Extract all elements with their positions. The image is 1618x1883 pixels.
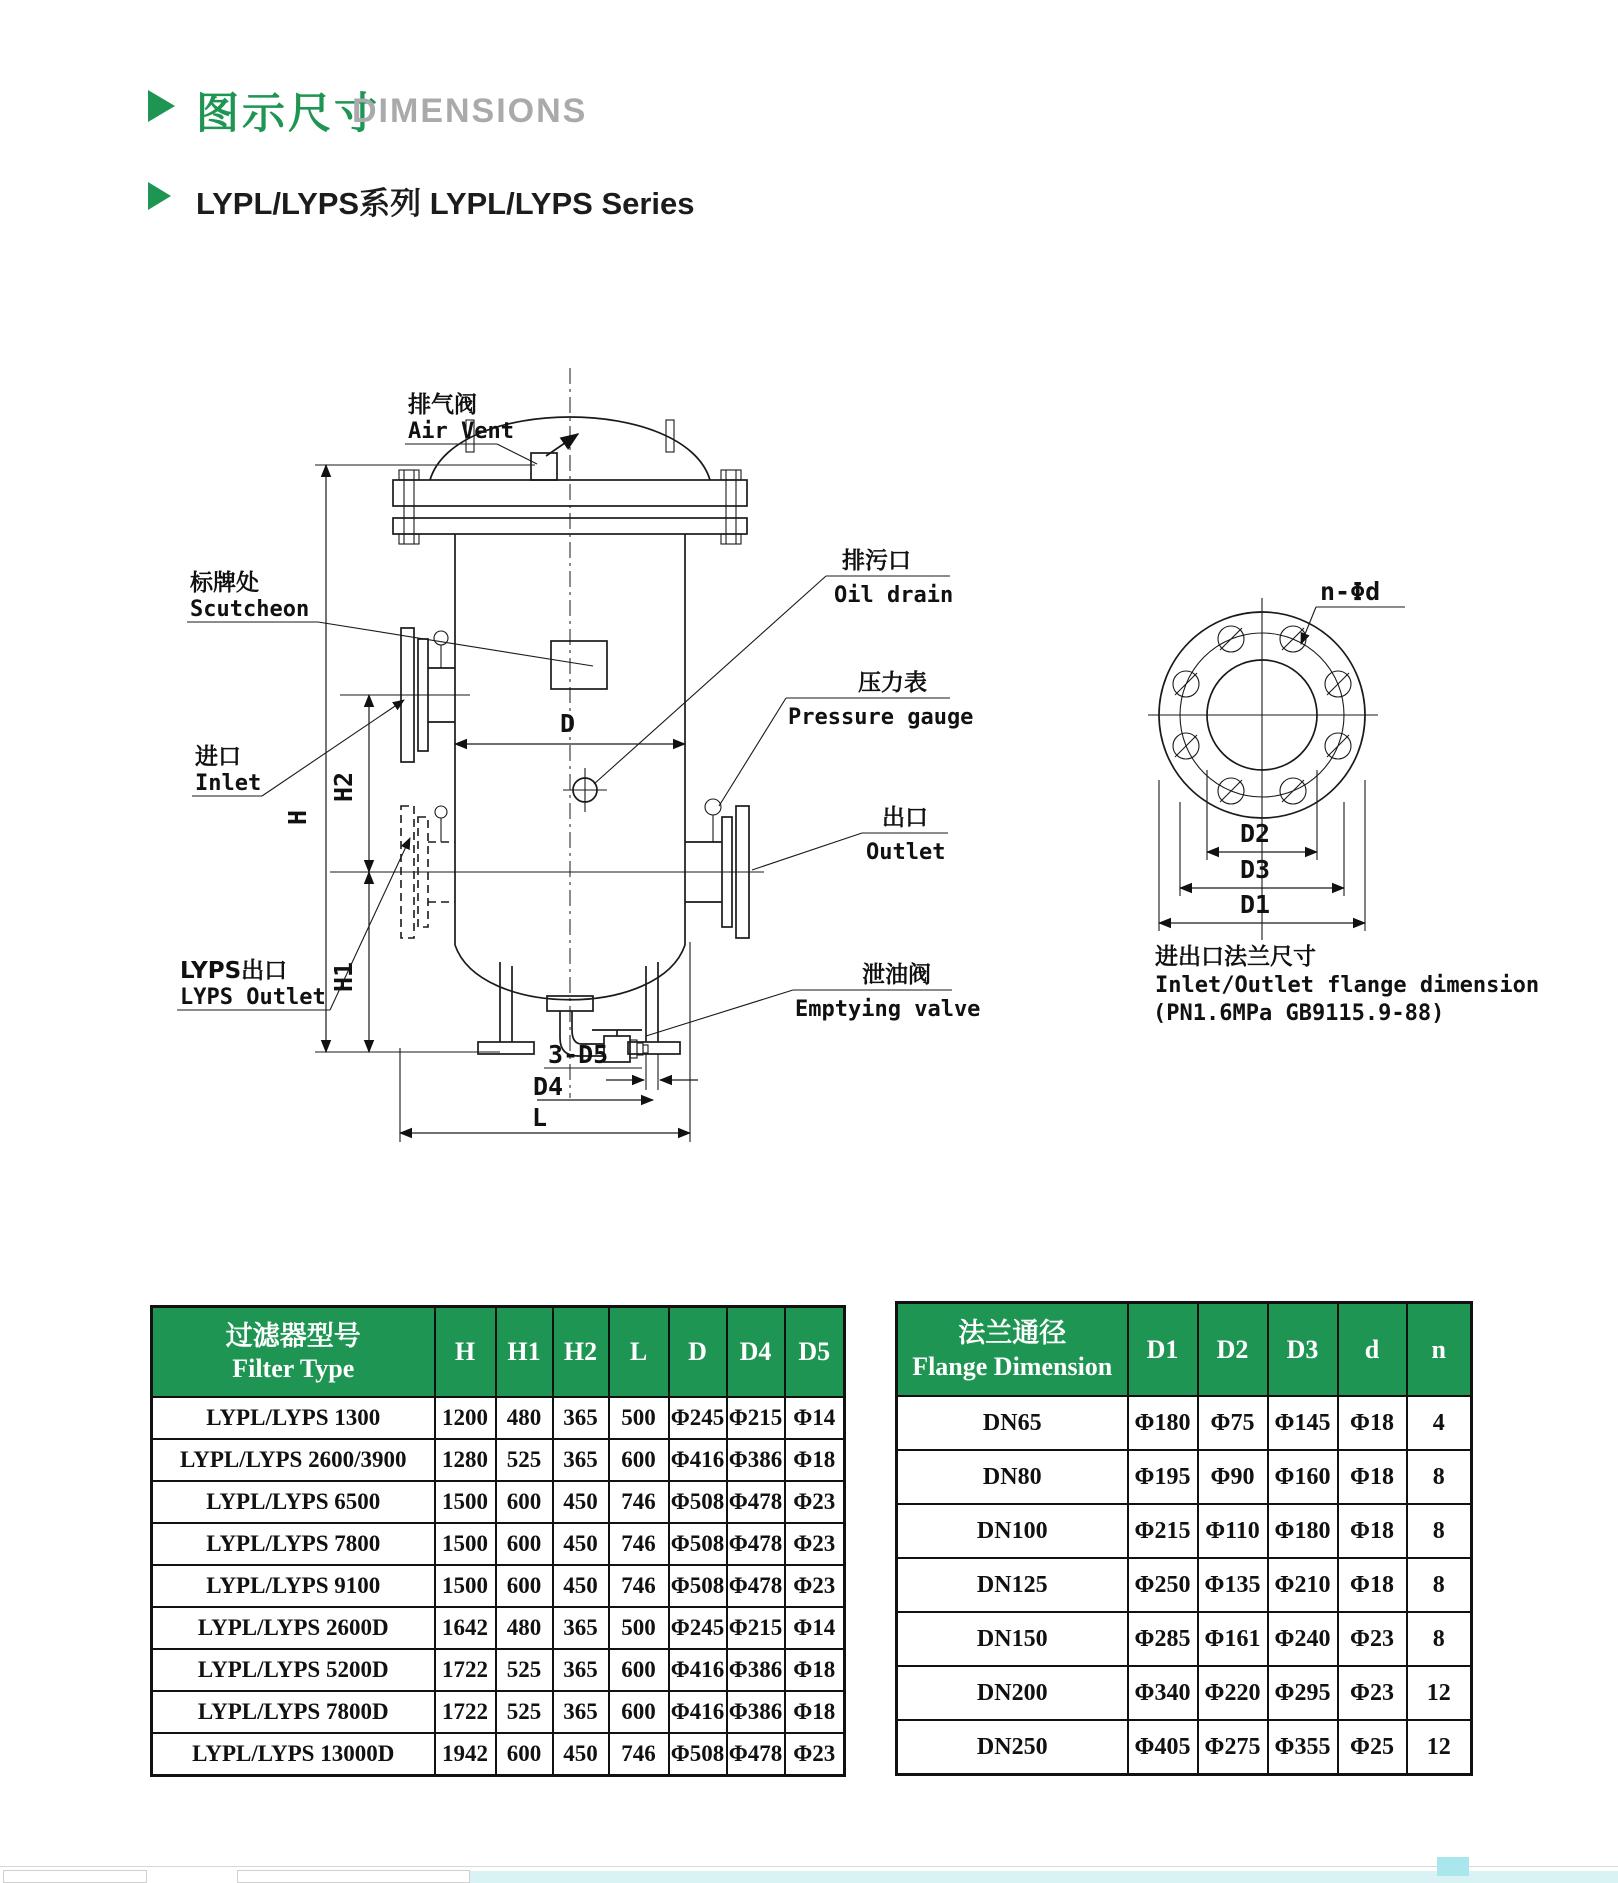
flange-view: [1148, 577, 1539, 1026]
value-cell: Φ135: [1198, 1558, 1268, 1612]
value-cell: 1642: [435, 1607, 496, 1649]
value-cell: Φ478: [727, 1481, 785, 1523]
row-label-cell: LYPL/LYPS 6500: [152, 1481, 435, 1523]
pressure-gauge-label-zh: 压力表: [858, 670, 927, 696]
value-cell: 525: [496, 1691, 553, 1733]
value-cell: Φ245: [669, 1607, 727, 1649]
value-cell: Φ23: [785, 1523, 845, 1565]
filter-type-header: 过滤器型号 Filter Type: [152, 1307, 435, 1398]
table-row: [897, 1666, 1472, 1720]
value-cell: 600: [609, 1439, 669, 1481]
value-cell: 450: [553, 1481, 609, 1523]
value-cell: Φ14: [785, 1397, 845, 1439]
value-cell: Φ478: [727, 1733, 785, 1776]
inlet-nozzle: [340, 628, 470, 762]
row-label-cell: LYPL/LYPS 7800: [152, 1523, 435, 1565]
col-D2: D2: [1198, 1303, 1268, 1397]
flange-dimension-header: 法兰通径 Flange Dimension: [897, 1303, 1128, 1397]
value-cell: 600: [496, 1523, 553, 1565]
flange-caption-zh: 进出口法兰尺寸: [1155, 944, 1316, 970]
value-cell: Φ180: [1128, 1396, 1198, 1450]
row-label-cell: LYPL/LYPS 2600D: [152, 1607, 435, 1649]
filter-type-table: [150, 1305, 846, 1777]
col-L: L: [609, 1307, 669, 1398]
table-row: [152, 1481, 845, 1523]
value-cell: Φ386: [727, 1439, 785, 1481]
value-cell: Φ355: [1268, 1720, 1338, 1775]
dim-3-D5: 3-D5: [548, 1040, 609, 1069]
value-cell: 4: [1407, 1396, 1472, 1450]
value-cell: 500: [609, 1607, 669, 1649]
value-cell: 1200: [435, 1397, 496, 1439]
value-cell: Φ295: [1268, 1666, 1338, 1720]
dim-D: D: [560, 709, 576, 738]
row-label-cell: DN65: [897, 1396, 1128, 1450]
value-cell: 1500: [435, 1565, 496, 1607]
filter-table-header-row: [152, 1307, 845, 1398]
col-D1: D1: [1128, 1303, 1198, 1397]
dim-H: H: [283, 809, 312, 825]
pressure-gauge-symbol: [705, 799, 721, 815]
value-cell: 450: [553, 1523, 609, 1565]
dim-D1: D1: [1240, 890, 1271, 919]
value-cell: Φ14: [785, 1607, 845, 1649]
col-D4: D4: [727, 1307, 785, 1398]
dimension-drawing: [0, 250, 1618, 1260]
value-cell: 12: [1407, 1666, 1472, 1720]
value-cell: 365: [553, 1397, 609, 1439]
table-row: [897, 1612, 1472, 1666]
dim-H2: H2: [329, 771, 358, 802]
footer-cyan-mark: [1437, 1857, 1469, 1876]
value-cell: 365: [553, 1607, 609, 1649]
footer-rule: [0, 1866, 1618, 1867]
row-label-cell: LYPL/LYPS 7800D: [152, 1691, 435, 1733]
dim-D2: D2: [1240, 819, 1271, 848]
inlet-label-zh: 进口: [195, 744, 241, 770]
value-cell: Φ90: [1198, 1450, 1268, 1504]
col-D3: D3: [1268, 1303, 1338, 1397]
value-cell: Φ215: [1128, 1504, 1198, 1558]
row-label-cell: DN200: [897, 1666, 1128, 1720]
table-row: [152, 1733, 845, 1776]
table-row: [897, 1504, 1472, 1558]
value-cell: 746: [609, 1523, 669, 1565]
value-cell: Φ215: [727, 1397, 785, 1439]
table-row: [897, 1450, 1472, 1504]
value-cell: Φ285: [1128, 1612, 1198, 1666]
value-cell: 600: [496, 1481, 553, 1523]
value-cell: Φ25: [1338, 1720, 1407, 1775]
scutcheon-label-zh: 标牌处: [190, 570, 259, 596]
value-cell: 8: [1407, 1450, 1472, 1504]
value-cell: Φ18: [1338, 1396, 1407, 1450]
value-cell: 365: [553, 1439, 609, 1481]
value-cell: Φ23: [1338, 1666, 1407, 1720]
series-arrow-icon: [148, 182, 174, 210]
value-cell: 450: [553, 1565, 609, 1607]
value-cell: 1280: [435, 1439, 496, 1481]
table-row: [152, 1397, 845, 1439]
value-cell: Φ160: [1268, 1450, 1338, 1504]
value-cell: 8: [1407, 1612, 1472, 1666]
flange-caption-en: Inlet/Outlet flange dimension: [1155, 973, 1540, 998]
table-row: [152, 1565, 845, 1607]
value-cell: 746: [609, 1733, 669, 1776]
value-cell: Φ161: [1198, 1612, 1268, 1666]
bolt-note-label: n-Φd: [1320, 577, 1381, 606]
value-cell: Φ18: [1338, 1504, 1407, 1558]
value-cell: Φ245: [669, 1397, 727, 1439]
value-cell: 450: [553, 1733, 609, 1776]
col-D5: D5: [785, 1307, 845, 1398]
footer-box-mid: [237, 1870, 470, 1883]
outlet-nozzle: [685, 799, 749, 938]
value-cell: 525: [496, 1439, 553, 1481]
value-cell: 12: [1407, 1720, 1472, 1775]
dimension-lines: [315, 465, 698, 1142]
value-cell: 1722: [435, 1649, 496, 1691]
lyps-outlet-label-en: LYPS Outlet: [180, 985, 326, 1010]
value-cell: Φ478: [727, 1523, 785, 1565]
value-cell: 600: [496, 1565, 553, 1607]
value-cell: Φ275: [1198, 1720, 1268, 1775]
outlet-label-zh: 出口: [882, 805, 928, 831]
value-cell: 525: [496, 1649, 553, 1691]
row-label-cell: LYPL/LYPS 13000D: [152, 1733, 435, 1776]
table-row: [152, 1523, 845, 1565]
value-cell: Φ180: [1268, 1504, 1338, 1558]
oil-drain-label-zh: 排污口: [842, 548, 911, 574]
emptying-valve-label-en: Emptying valve: [795, 997, 981, 1022]
value-cell: Φ195: [1128, 1450, 1198, 1504]
row-label-cell: LYPL/LYPS 9100: [152, 1565, 435, 1607]
value-cell: Φ386: [727, 1649, 785, 1691]
row-label-cell: DN80: [897, 1450, 1128, 1504]
value-cell: Φ508: [669, 1733, 727, 1776]
dim-D3: D3: [1240, 855, 1271, 884]
inlet-label-en: Inlet: [195, 771, 262, 796]
table-row: [152, 1691, 845, 1733]
lyps-outlet-label-zh: LYPS出口: [180, 958, 288, 984]
table-row: [152, 1649, 845, 1691]
value-cell: Φ23: [785, 1733, 845, 1776]
oil-drain-label-en: Oil drain: [834, 583, 954, 608]
table-row: [897, 1720, 1472, 1775]
outlet-label-en: Outlet: [866, 840, 946, 865]
col-D: D: [669, 1307, 727, 1398]
value-cell: Φ508: [669, 1523, 727, 1565]
table-row: [897, 1558, 1472, 1612]
section-title-zh: 图示尺寸: [196, 90, 380, 138]
value-cell: 480: [496, 1397, 553, 1439]
value-cell: Φ215: [727, 1607, 785, 1649]
scutcheon-plate: [551, 641, 607, 689]
value-cell: 746: [609, 1481, 669, 1523]
air-vent-label-zh: 排气阀: [408, 392, 477, 418]
value-cell: 1942: [435, 1733, 496, 1776]
value-cell: 600: [496, 1733, 553, 1776]
value-cell: 480: [496, 1607, 553, 1649]
value-cell: Φ145: [1268, 1396, 1338, 1450]
row-label-cell: LYPL/LYPS 5200D: [152, 1649, 435, 1691]
flange-caption-spec: (PN1.6MPa GB9115.9-88): [1153, 1001, 1445, 1026]
value-cell: Φ416: [669, 1691, 727, 1733]
vessel-view: [177, 368, 980, 1142]
row-label-cell: DN100: [897, 1504, 1128, 1558]
value-cell: Φ18: [785, 1691, 845, 1733]
value-cell: 8: [1407, 1558, 1472, 1612]
section-title-en: DIMENSIONS: [352, 92, 588, 130]
table-row: [897, 1396, 1472, 1450]
col-H1: H1: [496, 1307, 553, 1398]
value-cell: Φ405: [1128, 1720, 1198, 1775]
footer-box-left: [3, 1870, 147, 1883]
value-cell: Φ18: [1338, 1450, 1407, 1504]
value-cell: 1500: [435, 1481, 496, 1523]
dim-D4: D4: [533, 1072, 564, 1101]
section-arrow-icon: [148, 90, 178, 122]
scutcheon-label-en: Scutcheon: [190, 597, 310, 622]
value-cell: Φ508: [669, 1481, 727, 1523]
value-cell: Φ416: [669, 1439, 727, 1481]
flange-dimension-table: [895, 1301, 1473, 1776]
table-row: [152, 1439, 845, 1481]
row-label-cell: DN150: [897, 1612, 1128, 1666]
air-vent-valve: [531, 434, 578, 480]
value-cell: Φ75: [1198, 1396, 1268, 1450]
callouts: [177, 391, 980, 1036]
value-cell: Φ220: [1198, 1666, 1268, 1720]
flange-table-header-row: [897, 1303, 1472, 1397]
value-cell: Φ386: [727, 1691, 785, 1733]
value-cell: 500: [609, 1397, 669, 1439]
value-cell: 600: [609, 1691, 669, 1733]
value-cell: 746: [609, 1565, 669, 1607]
value-cell: Φ416: [669, 1649, 727, 1691]
value-cell: 8: [1407, 1504, 1472, 1558]
value-cell: Φ250: [1128, 1558, 1198, 1612]
col-d: d: [1338, 1303, 1407, 1397]
row-label-cell: DN125: [897, 1558, 1128, 1612]
row-label-cell: LYPL/LYPS 2600/3900: [152, 1439, 435, 1481]
value-cell: Φ23: [785, 1481, 845, 1523]
col-H: H: [435, 1307, 496, 1398]
value-cell: Φ508: [669, 1565, 727, 1607]
value-cell: Φ18: [1338, 1558, 1407, 1612]
value-cell: Φ110: [1198, 1504, 1268, 1558]
value-cell: Φ240: [1268, 1612, 1338, 1666]
value-cell: Φ478: [727, 1565, 785, 1607]
value-cell: Φ18: [785, 1649, 845, 1691]
value-cell: 1500: [435, 1523, 496, 1565]
emptying-valve-label-zh: 泄油阀: [862, 962, 931, 988]
value-cell: Φ18: [785, 1439, 845, 1481]
series-title: LYPL/LYPS系列 LYPL/LYPS Series: [196, 186, 695, 221]
value-cell: Φ23: [785, 1565, 845, 1607]
value-cell: 365: [553, 1649, 609, 1691]
dim-H1: H1: [329, 961, 358, 992]
row-label-cell: DN250: [897, 1720, 1128, 1775]
col-H2: H2: [553, 1307, 609, 1398]
col-n: n: [1407, 1303, 1472, 1397]
air-vent-label-en: Air Vent: [408, 419, 514, 444]
value-cell: 1722: [435, 1691, 496, 1733]
value-cell: Φ23: [1338, 1612, 1407, 1666]
pressure-gauge-label-en: Pressure gauge: [788, 705, 974, 730]
value-cell: Φ340: [1128, 1666, 1198, 1720]
table-row: [152, 1607, 845, 1649]
dim-L: L: [532, 1103, 548, 1132]
value-cell: 365: [553, 1691, 609, 1733]
row-label-cell: LYPL/LYPS 1300: [152, 1397, 435, 1439]
value-cell: Φ210: [1268, 1558, 1338, 1612]
value-cell: 600: [609, 1649, 669, 1691]
